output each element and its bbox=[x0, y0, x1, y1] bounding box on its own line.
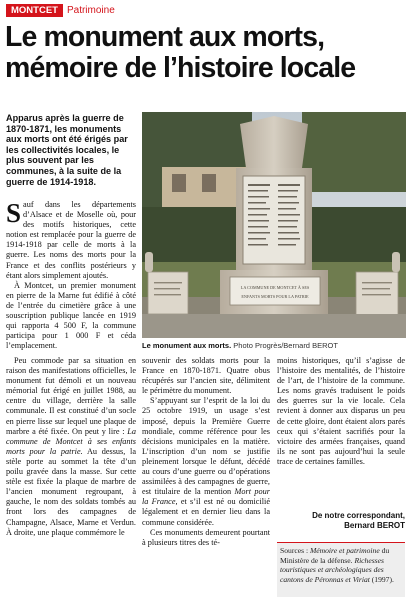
paragraph: moins historiques, qu’il s’agisse de l’histoire des mentalités, de l’histoire de l’art, de l’histoire de la commune. Les noms gravés traduisent le poids des guerres sur la vie locale. Cela revient à donner aux disparus un peu de cette gloire, dont étaient alors parés ceux qui s’étaient sacrifiés pour la victoire des armées françaises, quand ils ne sont pas aujourd’hui la seule trace de certaines familles. bbox=[277, 356, 405, 466]
paragraph-text: Au dessus, la stèle porte au sommet la tête d’un poilu gravée dans la masse. Sur cette stèle est fixée la plaque de marbre de l’ancien monument regroupant, à gauche, le nom des soldats tombés au front lors des campagnes de Champagne, Alsace, Marne et Verdun. À droite, une plaque commémore le bbox=[6, 446, 136, 537]
caption-title: Le monument aux morts. bbox=[142, 341, 232, 350]
paragraph-text: S’appuyant sur l’esprit de la loi du 25 octobre 1919, un usage s’est imposé, depuis la Première Guerre mondiale, comme référence pour les décisions municipales en la matière. L’inscription d’un nom se justifie pleinement lorsque le défunt, décédé au cours d’une guerre ou d’opérations assimilées à des campagnes de guerre, est titulaire de la mention bbox=[142, 396, 270, 497]
paragraph: auf dans les départements d’Alsace et de Moselle où, pour des motifs historiques, cette notion est remplacée pour la guerre de 1914-1918 par celle de morts à la guerre. Les noms des morts pour la France et des conflits postérieurs y étant alors simplement ajoutés. bbox=[6, 200, 136, 280]
source-title-1: Mémoire et patrimoine bbox=[309, 546, 380, 555]
drop-cap: S bbox=[6, 198, 22, 228]
plaque-text-2: ENFANTS MORTS POUR LA PATRIE bbox=[241, 294, 309, 299]
paragraph: Ces monuments demeurent pourtant à plusieurs titres des té- bbox=[142, 527, 270, 547]
section-kicker bbox=[6, 4, 115, 17]
paragraph bbox=[142, 396, 270, 527]
rubric-label: Patrimoine bbox=[66, 5, 115, 16]
headline-line-1: Le monument aux morts, bbox=[5, 21, 325, 53]
paragraph-text: Peu commode par sa situation en raison des manifestations officielles, le monument fut démoli et un nouveau mémorial fut érigé en juillet 1988, au centre du village, derrière la salle communale. Il est constitué d’un socle en pierre lisse sur lequel une plaque de marbre a été fixée. On peut y lire : bbox=[6, 356, 136, 436]
source-title-2: Richesses touristiques et archéologiques des cantons de Péronnas et Viriat bbox=[280, 555, 384, 584]
sources-label: Sources : bbox=[280, 546, 310, 555]
article-column-1-top bbox=[6, 200, 136, 351]
sources-box bbox=[277, 542, 405, 597]
article-column-3 bbox=[277, 356, 405, 467]
article-column-2 bbox=[142, 356, 270, 598]
mention-quote: Mort pour la France bbox=[142, 487, 270, 507]
author-name: Bernard BEROT bbox=[344, 521, 405, 530]
photo-caption bbox=[142, 341, 406, 350]
monument-photo bbox=[142, 112, 406, 338]
paragraph: souvenir des soldats morts pour la France en 1870-1871. Quatre obus récupérés sur l’ancien site, délimitent le périmètre du monument. bbox=[142, 356, 270, 396]
article-column-1-bottom bbox=[6, 356, 136, 598]
headline-line-2: mémoire de l’histoire locale bbox=[5, 52, 356, 84]
plaque-text-1: LA COMMUNE DE MONTCET À SES bbox=[240, 285, 310, 290]
photo-credit: Photo Progrès/Bernard BEROT bbox=[231, 341, 338, 350]
source-text: du Ministère de la défense. bbox=[280, 546, 390, 565]
location-tag: MONTCET bbox=[6, 4, 63, 17]
inscription-quote: La commune de Montcet à ses enfants morts pour la patrie. bbox=[6, 426, 136, 456]
paragraph-text: , et s’il est né ou domicilié légalement et en dernier lieu dans la commune considérée. bbox=[142, 497, 270, 527]
author-signoff bbox=[277, 511, 405, 531]
lead-paragraph: Apparus après la guerre de 1870-1871, les monuments aux morts ont été érigés par les collectivités locales, le plus souvent par les communes, à la suite de la guerre de 1914-1918. bbox=[6, 113, 128, 187]
signoff-line: De notre correspondant, bbox=[312, 511, 405, 520]
paragraph: À Montcet, un premier monument en pierre de la Marne fut édifié à côté de l’entrée du cimetière grâce à une souscription publique lancée en 1919 qui rapporta 4 500 F, la commune participa pour 1 000 F et céda l’emplacement. bbox=[6, 280, 136, 351]
headline bbox=[5, 22, 409, 84]
source-text: (1997). bbox=[369, 574, 394, 584]
paragraph bbox=[6, 356, 136, 538]
